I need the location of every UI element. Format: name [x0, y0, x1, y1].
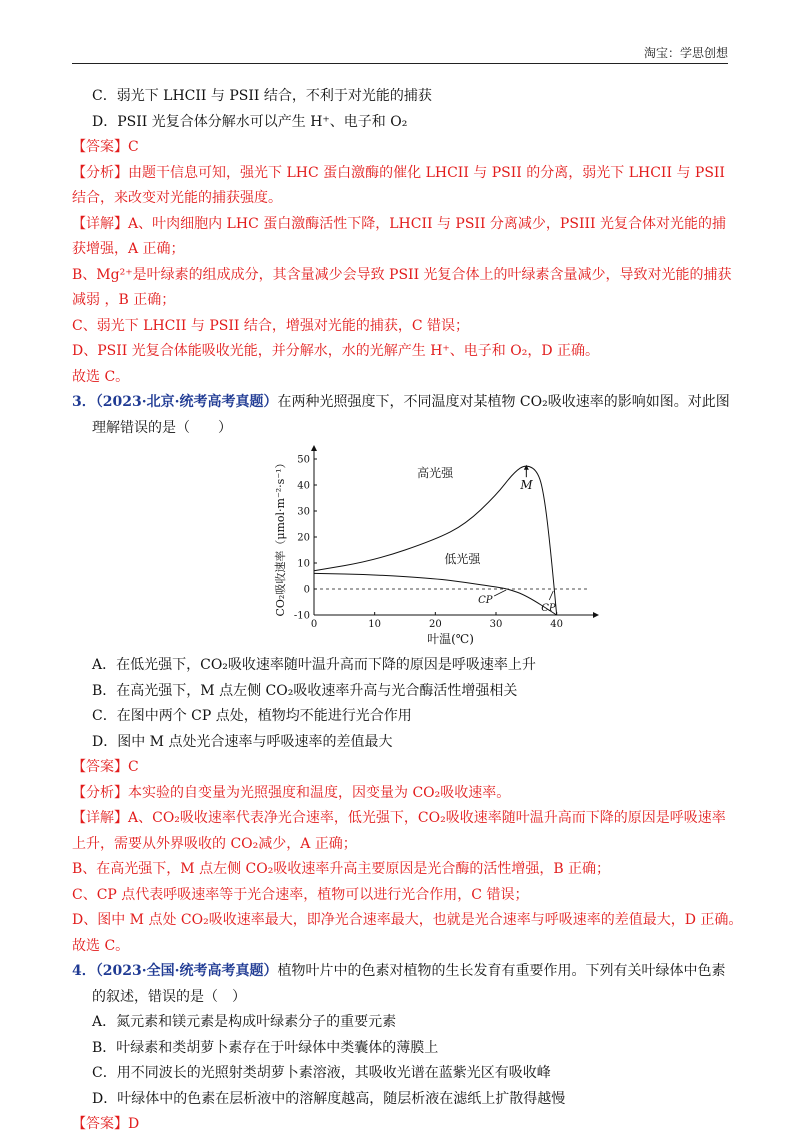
y-tick-label: 30: [297, 506, 310, 518]
q3-option-d: D．图中 M 点处光合速率与呼吸速率的差值最大: [92, 733, 393, 750]
q3-answer: 【答案】C: [72, 759, 139, 775]
high-light-label: 高光强: [417, 466, 454, 481]
q3-detail-d: D、图中 M 点处 CO₂吸收速率最大，即净光合速率最大，也就是光合速率与呼吸速率的差值最大，D 正确。: [72, 912, 743, 928]
x-tick-label: 20: [428, 619, 442, 630]
m-label: M: [520, 478, 533, 493]
q3-conclusion: 故选 C。: [72, 937, 130, 954]
y-tick-label: 40: [297, 480, 310, 492]
cp-arrow-1: [494, 590, 506, 596]
q2-detail-c: C、弱光下 LHCII 与 PSII 结合，增强对光能的捕获，C 错误；: [72, 317, 470, 334]
co2-chart: [272, 441, 632, 653]
q3-stem-line1: 在两种光照强度下，不同温度对某植物 CO₂吸收速率的影响如图。对此图: [277, 394, 730, 410]
q3-figure: [72, 441, 732, 653]
q4-stem: [72, 959, 732, 985]
q4-answer: 【答案】D: [72, 1116, 140, 1132]
header-shop-name: 淘宝：学思创想: [643, 46, 728, 60]
cp-label-2: CP: [541, 603, 556, 614]
q3-stem: [72, 390, 732, 416]
q3-detail-c: C、CP 点代表呼吸速率等于光合速率，植物可以进行光合作用，C 错误；: [72, 886, 529, 903]
q4-option-a: A．氮元素和镁元素是构成叶绿素分子的重要元素: [92, 1014, 397, 1030]
x-tick-label: 40: [550, 619, 564, 630]
q3-analysis: 【分析】本实验的自变量为光照强度和温度，因变量为 CO₂吸收速率。: [72, 784, 511, 801]
q2-option-d: D．PSII 光复合体分解水可以产生 H⁺、电子和 O₂: [92, 113, 408, 130]
y-tick-label: 0: [303, 584, 310, 596]
q3-option-a: A．在低光强下，CO₂吸收速率随叶温升高而下降的原因是呼吸速率上升: [92, 657, 536, 673]
q3-source: （2023·北京·统考高考真题）: [95, 394, 278, 410]
x-axis-title: 叶温(℃): [427, 632, 474, 646]
y-tick-label: 50: [297, 454, 310, 466]
q3-stem-line2: 理解错误的是（ ）: [92, 419, 232, 436]
page-content: [72, 84, 743, 1138]
y-axis-title: CO₂吸收速率（μmol·m⁻²·s⁻¹）: [274, 457, 287, 617]
x-axis-arrow: [593, 612, 599, 618]
cp-label-1: CP: [478, 595, 493, 606]
q4-option-c: C．用不同波长的光照射类胡萝卜素溶液，其吸收光谱在蓝紫光区有吸收峰: [92, 1065, 551, 1081]
q2-detail-d: D、PSII 光复合体能吸收光能，并分解水，水的光解产生 H⁺、电子和 O₂，D 正确。: [72, 343, 600, 359]
cp-arrow-2: [549, 591, 553, 600]
x-tick-label: 0: [310, 619, 318, 630]
y-tick-label: 10: [297, 558, 310, 570]
q2-detail-b: B、Mg²⁺是叶绿素的组成成分，其含量减少会导致 PSII 光复合体上的叶绿素含量减少，导致对光能的捕获减弱 ，B 正确；: [72, 266, 732, 308]
q4-source: （2023·全国·统考高考真题）: [95, 963, 278, 979]
q4-stem-line2: 的叙述，错误的是（ ）: [92, 988, 246, 1005]
q4-option-d: D．叶绿体中的色素在层析液中的溶解度越高，随层析液在滤纸上扩散得越慢: [92, 1090, 566, 1107]
x-tick-label: 10: [368, 619, 382, 630]
q3-number: 3．: [72, 394, 96, 410]
low-light-label: 低光强: [444, 552, 481, 566]
q4-option-b: B．叶绿素和类胡萝卜素存在于叶绿体中类囊体的薄膜上: [92, 1039, 439, 1056]
header-rule: [72, 63, 728, 64]
q3-option-c: C．在图中两个 CP 点处，植物均不能进行光合作用: [92, 708, 412, 724]
q3-detail-a-line2: 上升，需要从外界吸收的 CO₂减少，A 正确；: [72, 835, 357, 852]
q3-detail-b: B、在高光强下，M 点左侧 CO₂吸收速率升高主要原因是光合酶的活性增强，B 正确；: [72, 861, 611, 877]
low-light-curve: [314, 573, 557, 615]
q2-detail-a: 【详解】A、叶肉细胞内 LHC 蛋白激酶活性下降，LHCII 与 PSII 分离减少，PSIII 光复合体对光能的捕获增强，A 正确；: [72, 215, 726, 257]
q3-detail-a-line1: 【详解】A、CO₂吸收速率代表净光合速率，低光强下，CO₂吸收速率随叶温升高而下降的原因是呼吸速率: [72, 810, 726, 826]
m-arrow-head: [524, 465, 529, 470]
q4-stem-line1: 植物叶片中的色素对植物的生长发育有重要作用。下列有关叶绿体中色素: [277, 963, 726, 979]
y-tick-label: 20: [297, 532, 310, 544]
x-tick-label: 30: [489, 619, 503, 630]
q2-analysis: 【分析】由题干信息可知，强光下 LHC 蛋白激酶的催化 LHCII 与 PSII 的分离，弱光下 LHCII 与 PSII 结合，来改变对光能的捕获强度。: [72, 164, 725, 206]
y-axis-arrow: [311, 445, 317, 451]
q4-number: 4．: [72, 963, 96, 979]
q2-conclusion: 故选 C。: [72, 368, 130, 385]
q2-answer: 【答案】C: [72, 139, 139, 155]
q3-option-b: B．在高光强下，M 点左侧 CO₂吸收速率升高与光合酶活性增强相关: [92, 682, 518, 699]
q2-option-c: C．弱光下 LHCII 与 PSII 结合，不利于对光能的捕获: [92, 88, 432, 104]
y-tick-label: -10: [293, 610, 310, 622]
